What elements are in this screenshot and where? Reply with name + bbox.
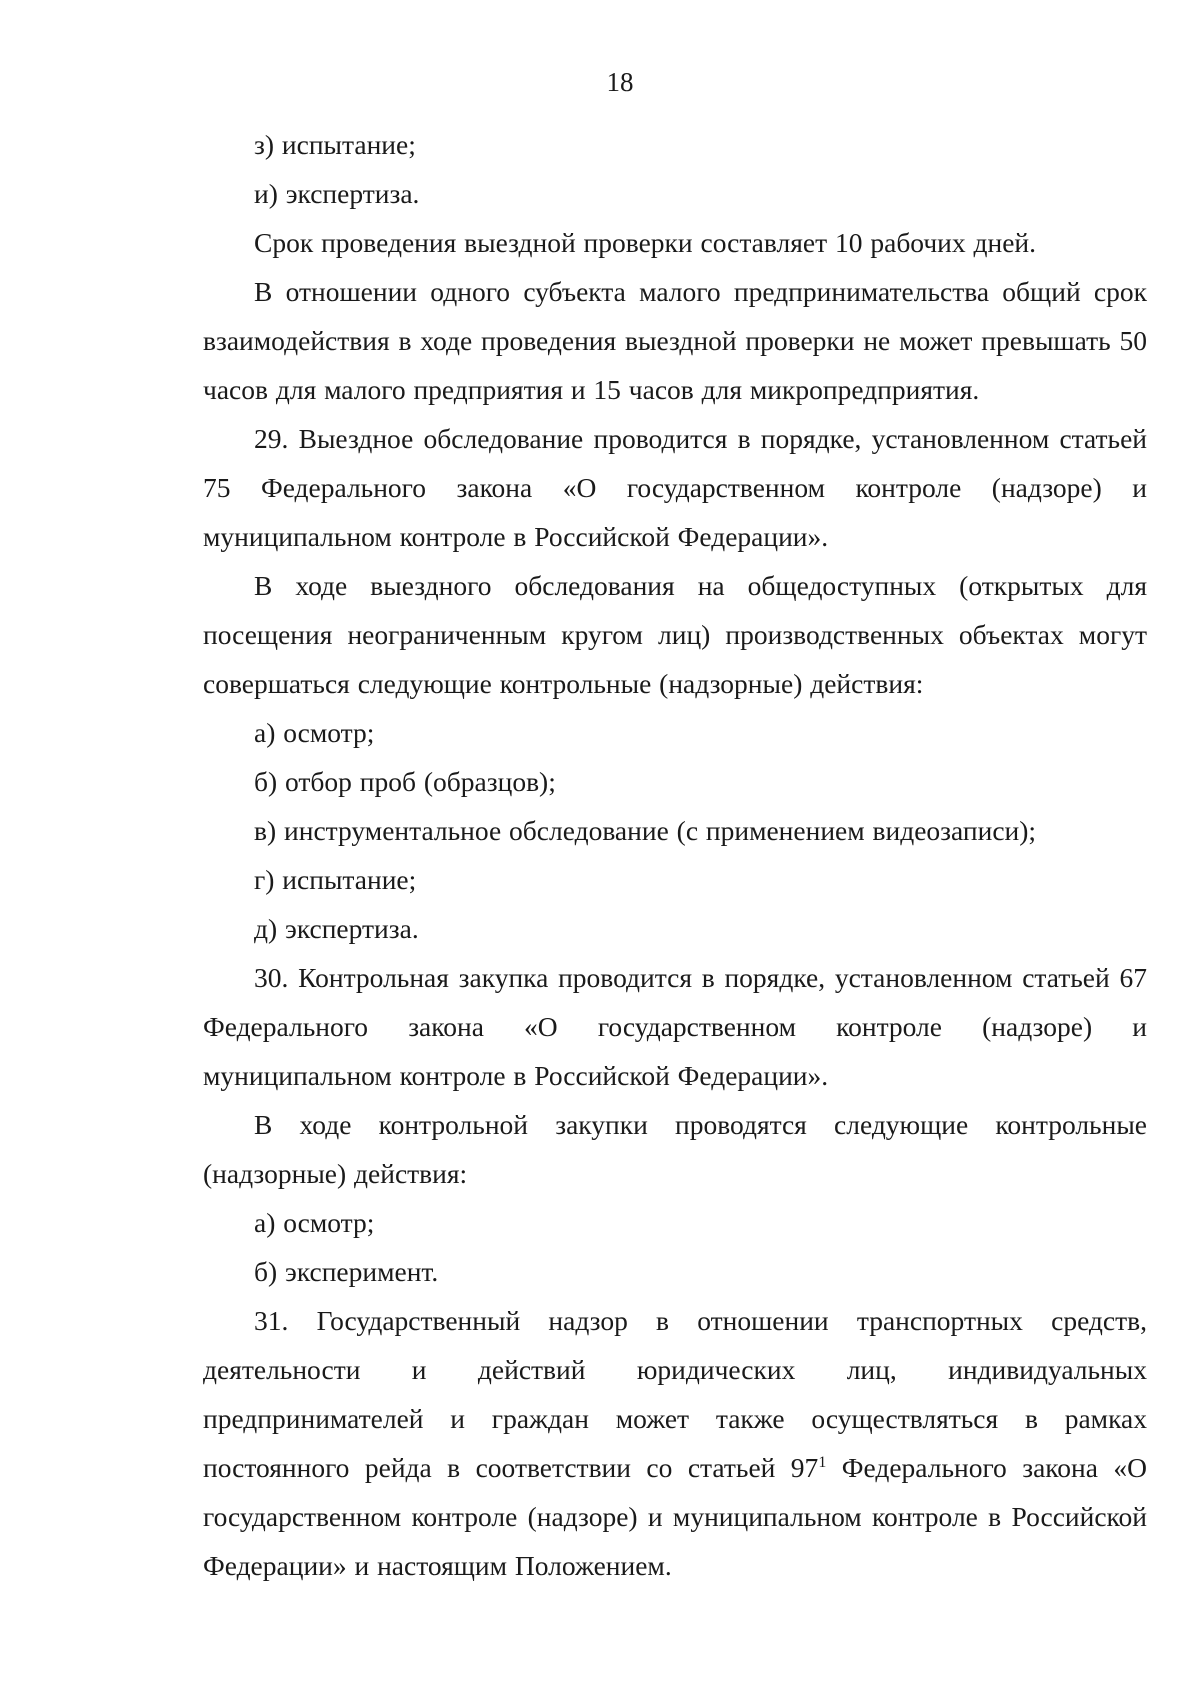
paragraph-control-purchase-actions: В ходе контрольной закупки проводятся следующие контрольные (надзорные) действия:	[203, 1109, 1147, 1189]
paragraph-inspection-term: Срок проведения выездной проверки составляет 10 рабочих дней.	[254, 227, 1037, 258]
list-item-i: и) экспертиза.	[254, 178, 420, 209]
paragraph-31-text-end: Федерального закона «О государственном контроле (надзоре) и муниципальном контроле в Российской Федерации» и настоящим Положением.	[203, 1452, 1147, 1581]
list-item-a-2: а) осмотр;	[254, 1207, 375, 1238]
list-item-b: б) отбор проб (образцов);	[254, 766, 556, 797]
list-item-d: д) экспертиза.	[254, 913, 419, 944]
list-item-g: г) испытание;	[254, 864, 417, 895]
paragraph-field-survey-actions: В ходе выездного обследования на общедоступных (открытых для посещения неограниченным кругом лиц) производственных объектах могут совершаться следующие контрольные (надзорные) действия:	[203, 570, 1147, 699]
paragraph-31	[203, 1296, 1147, 1590]
paragraph-small-business-term: В отношении одного субъекта малого предпринимательства общий срок взаимодействия в ходе проведения выездной проверки не может превышать 50 часов для малого предприятия и 15 часов для микропредприятия.	[203, 276, 1147, 405]
list-item-b-2: б) эксперимент.	[254, 1256, 439, 1287]
page-number: 18	[606, 67, 634, 97]
article-superscript: 1	[818, 1453, 827, 1471]
list-item-a: а) осмотр;	[254, 717, 375, 748]
paragraph-31-text-start: 31. Государственный надзор в отношении транспортных средств, деятельности и действий юридических лиц, индивидуальных предпринимателей и граждан может также осуществляться в рамках постоянного рейда в соответствии со статьей 97	[203, 1305, 1147, 1483]
list-item-v: в) инструментальное обследование (с применением видеозаписи);	[254, 815, 1037, 846]
list-item-z: з) испытание;	[254, 129, 416, 160]
paragraph-29: 29. Выездное обследование проводится в порядке, установленном статьей 75 Федерального закона «О государственном контроле (надзоре) и муниципальном контроле в Российской Федерации».	[203, 423, 1147, 552]
document-body	[203, 120, 1147, 1590]
paragraph-30: 30. Контрольная закупка проводится в порядке, установленном статьей 67 Федерального закона «О государственном контроле (надзоре) и муниципальном контроле в Российской Федерации».	[203, 962, 1147, 1091]
